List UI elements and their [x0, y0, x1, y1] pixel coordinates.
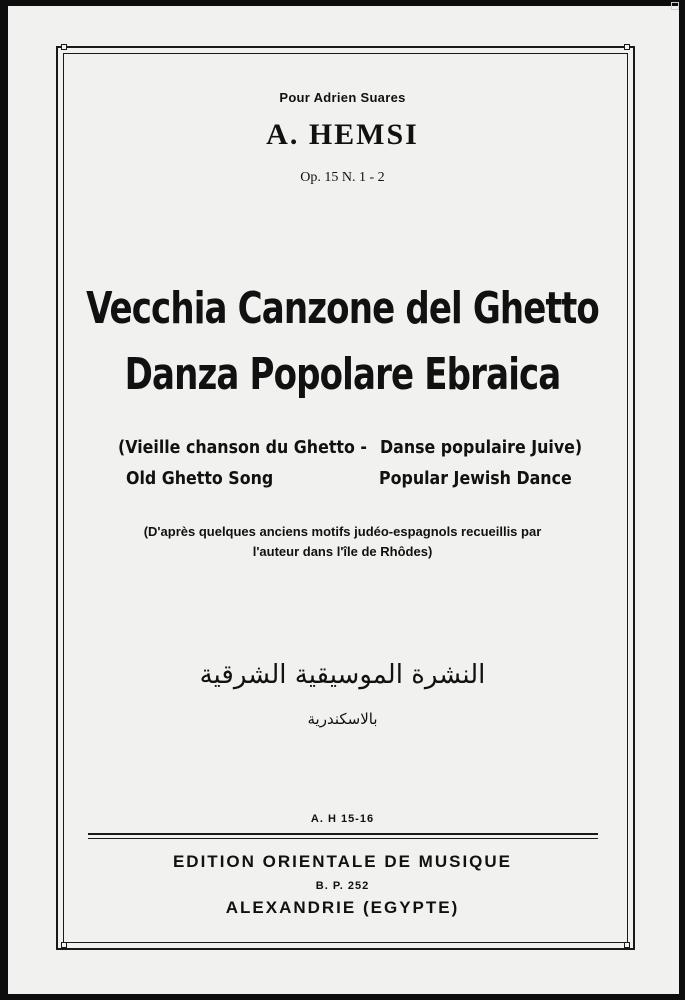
dedication: Pour Adrien Suares [279, 90, 406, 105]
title-line-2: Danza Popolare Ebraica [124, 349, 561, 400]
arabic-city: بالاسكندرية [307, 710, 378, 728]
publisher-po-box: B. P. 252 [315, 880, 370, 892]
note-line-1: (D'après quelques anciens motifs judéo-espagnols recueillis par [143, 524, 542, 539]
registration-mark [671, 2, 679, 10]
subtitle-french-left: (Vieille chanson du Ghetto - [118, 437, 367, 458]
catalog-number: A. H 15-16 [310, 813, 375, 825]
subtitle-english-right: Popular Jewish Dance [379, 468, 572, 489]
corner-ornament-top-left [61, 44, 67, 50]
opus-number: Op. 15 N. 1 - 2 [300, 170, 385, 185]
subtitle-english-left: Old Ghetto Song [126, 468, 274, 489]
divider-rule-bottom [88, 838, 598, 839]
corner-ornament-top-right [624, 44, 630, 50]
composer-name: A. HEMSI [266, 118, 419, 151]
divider-rule-top [88, 833, 598, 835]
publisher-city: ALEXANDRIE (EGYPTE) [225, 898, 460, 917]
inner-border-frame [63, 53, 628, 943]
corner-ornament-bottom-left [61, 942, 67, 948]
publisher-name: EDITION ORIENTALE DE MUSIQUE [172, 852, 513, 871]
title-line-1: Vecchia Canzone del Ghetto [86, 283, 599, 334]
subtitle-french-right: Danse populaire Juive) [380, 437, 583, 458]
arabic-publisher-name: النشرة الموسيقية الشرقية [199, 660, 486, 690]
note-line-2: l'auteur dans l'île de Rhôdes) [252, 544, 433, 559]
corner-ornament-bottom-right [624, 942, 630, 948]
